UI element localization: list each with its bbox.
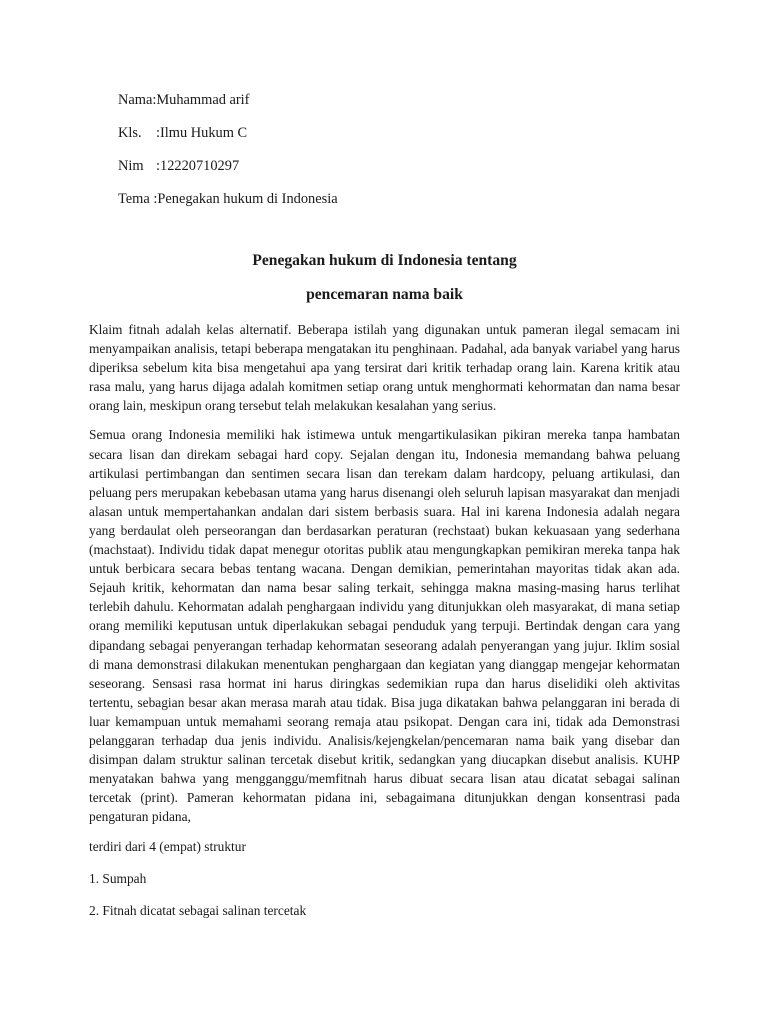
list-item: 2. Fitnah dicatat sebagai salinan tercetak bbox=[89, 903, 307, 919]
tema-value: Penegakan hukum di Indonesia bbox=[157, 191, 338, 207]
body-paragraph: Klaim fitnah adalah kelas alternatif. Beberapa istilah yang digunakan untuk pameran ilegal semacam ini menyampaikan analisis, tetapi beberapa mengatakan itu penghinaan. Padahal, ada banyak variabel yang harus diperiksa sebelum kita bisa mengetahui apa yang tersirat dari kritik terhadap orang lain. Karena kritik atau rasa malu, yang harus dijaga adalah komitmen setiap orang untuk menghormati kehormatan dan nama besar orang lain, meskipun orang tersebut telah melakukan kesalahan yang serius. bbox=[89, 322, 680, 414]
document-title-line-1: Penegakan hukum di Indonesia tentang bbox=[252, 252, 517, 269]
kls-row bbox=[118, 125, 680, 142]
tema-label: Tema : bbox=[118, 191, 158, 207]
nim-value: :12220710297 bbox=[156, 158, 240, 174]
kls-label: Kls. bbox=[118, 125, 142, 141]
body-paragraph: Semua orang Indonesia memiliki hak istimewa untuk mengartikulasikan pikiran mereka tanpa hambatan secara lisan dan direkam sebagai hard copy. Sejalan dengan itu, Indonesia memandang bahwa peluang artikulasi pertimbangan dan sentimen secara lisan dan terekam dalam hardcopy, peluang artikulasi, dan peluang pers merupakan kebebasan utama yang harus disenangi oleh seluruh lapisan masyarakat dan menjadi alasan untuk mempertahankan andalan dari sistem berbasis suara. Hal ini karena Indonesia adalah negara yang berdaulat oleh perseorangan dan berdasarkan peraturan (rechstaat) bukan kekuasaan yang sederhana (machstaat). Individu tidak dapat menegur otoritas publik atau mengungkapkan pemikiran mereka tanpa hak untuk berbicara secara bebas tentang wacana. Dengan demikian, pemerintahan mayoritas tidak akan ada. Sejauh kritik, kehormatan dan nama besar saling terkait, sehingga makna masing-masing harus terlihat terlebih dahulu. Kehormatan adalah penghargaan individu yang ditunjukkan oleh masyarakat, di mana setiap orang memiliki keputusan untuk diperlakukan sebagai penduduk yang terpuji. Bertindak dengan cara yang dipandang sebagai penyerangan terhadap kehormatan seseorang adalah penyerangan yang jujur. Iklim sosial di mana demonstrasi dilakukan menentukan penghargaan dan kegiatan yang dianggap mengejar kehormatan seseorang. Sensasi rasa hormat ini harus diringkas sedemikian rupa dan harus diselidiki oleh aktivitas tertentu, sebagian besar akan merasa marah atau tidak. Bisa juga dikatakan bahwa pelanggaran ini berada di luar kemampuan untuk memahami seorang remaja atau psikopat. Dengan cara ini, tidak ada Demonstrasi pelanggaran terhadap dua jenis individu. Analisis/kejengkelan/pencemaran nama baik yang disebar dan disimpan dalam struktur salinan tercetak disebut kritik, sedangkan yang diucapkan disebut analisis. KUHP menyatakan bahwa yang mengganggu/memfitnah harus dibuat secara lisan atau dicatat sebagai salinan tercetak (print). Pameran kehormatan pidana ini, sebagaimana ditunjukkan dengan konsentrasi pada pengaturan pidana, bbox=[89, 427, 680, 825]
document-title-line-2: pencemaran nama baik bbox=[306, 286, 463, 303]
tema-row bbox=[118, 191, 680, 208]
list-item: 1. Sumpah bbox=[89, 871, 147, 887]
identity-block bbox=[89, 0, 680, 208]
nama-row bbox=[118, 92, 680, 109]
struktur-intro: terdiri dari 4 (empat) struktur bbox=[89, 839, 246, 855]
nim-row bbox=[118, 158, 680, 175]
nama-label: Nama: bbox=[118, 92, 157, 108]
nama-value: Muhammad arif bbox=[156, 92, 250, 108]
nim-label: Nim bbox=[118, 158, 144, 174]
kls-value: :Ilmu Hukum C bbox=[156, 125, 248, 141]
